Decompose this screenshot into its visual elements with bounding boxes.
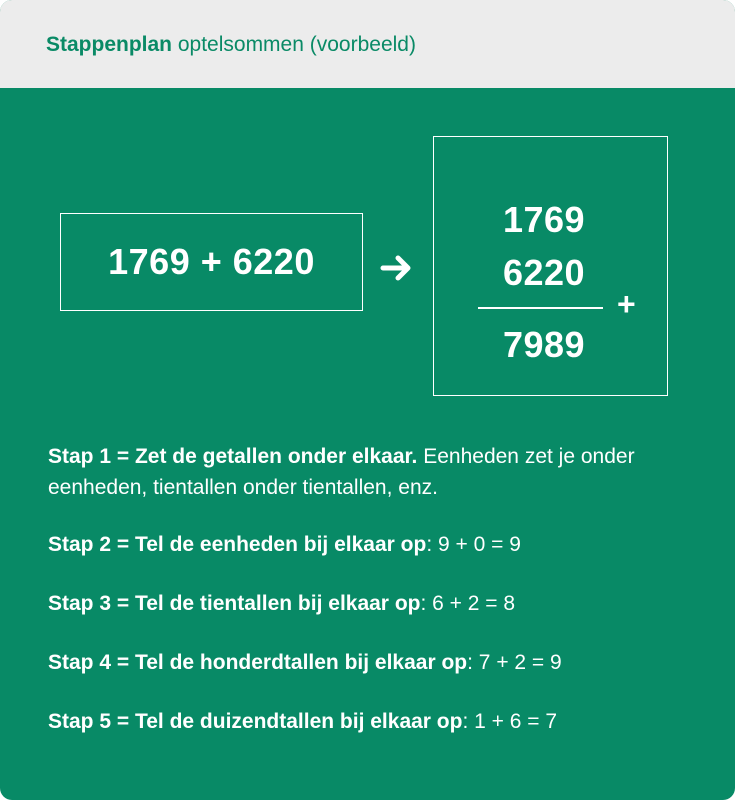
step-4-detail: : 7 + 2 = 9: [467, 651, 562, 674]
step-2: [48, 529, 708, 560]
step-5-label: Stap 5 = Tel de duizendtallen bij elkaar op: [48, 710, 463, 733]
column-result: 7989: [502, 324, 586, 365]
step-1: [48, 441, 708, 503]
step-4-label: Stap 4 = Tel de honderdtallen bij elkaar op: [48, 651, 468, 674]
steps-list: [48, 441, 708, 737]
arrow-right-icon: [380, 253, 414, 283]
column-top-number: 1769: [502, 199, 586, 240]
step-5: [48, 706, 708, 737]
step-1-label: Stap 1 = Zet de getallen onder elkaar.: [48, 445, 418, 468]
step-3-label: Stap 3 = Tel de tientallen bij elkaar op: [48, 592, 421, 615]
step-2-detail: : 9 + 0 = 9: [426, 533, 521, 556]
sum-box: [60, 213, 363, 311]
step-4: [48, 647, 708, 678]
title-rest: optelsommen (voorbeeld): [172, 33, 416, 56]
column-addition-box: [433, 136, 668, 396]
step-2-label: Stap 2 = Tel de eenheden bij elkaar op: [48, 533, 427, 556]
column-bottom-number: 6220: [502, 252, 586, 293]
plus-sign: +: [617, 286, 636, 322]
page-title: [46, 33, 416, 57]
title-bold: Stappenplan: [46, 33, 173, 56]
step-3: [48, 588, 708, 619]
sum-line: [478, 307, 603, 309]
sum-expression: 1769 + 6220: [108, 241, 315, 282]
header-bar: [0, 0, 735, 88]
step-1-detail: Eenheden zet je onder eenheden, tientallen onder tientallen, enz.: [48, 445, 635, 499]
step-5-detail: : 1 + 6 = 7: [462, 710, 558, 733]
step-3-detail: : 6 + 2 = 8: [420, 592, 516, 615]
